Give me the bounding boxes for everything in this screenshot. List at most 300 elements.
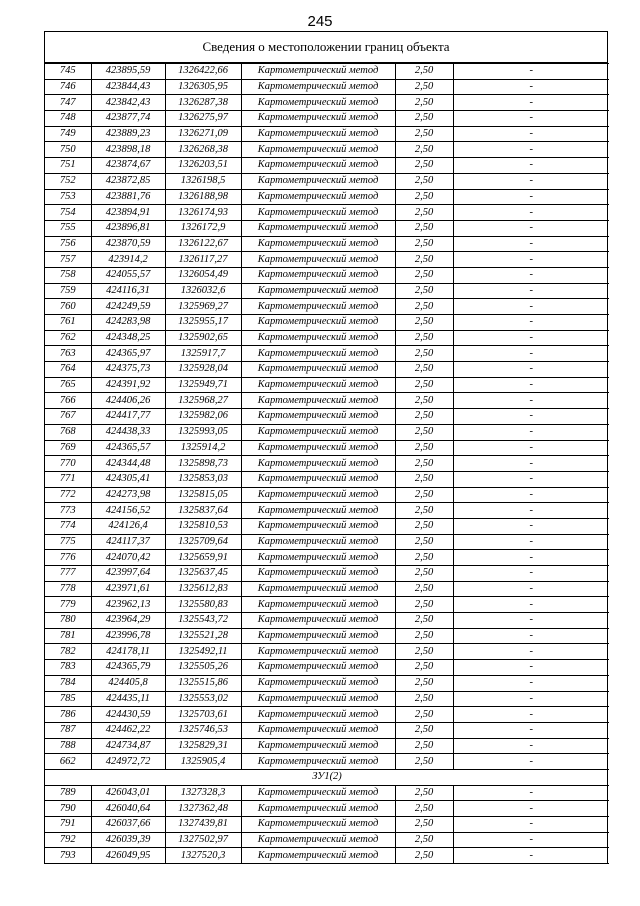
cell-coord-x: 423870,59 [91, 236, 165, 252]
cell-description: - [453, 534, 609, 550]
cell-description: - [453, 628, 609, 644]
table-row [45, 142, 609, 158]
cell-method: Картометрический метод [241, 299, 395, 315]
cell-accuracy: 2,50 [395, 487, 453, 503]
cell-description: - [453, 95, 609, 111]
cell-method: Картометрический метод [241, 362, 395, 378]
cell-method: Картометрический метод [241, 660, 395, 676]
table-row [45, 675, 609, 691]
cell-accuracy: 2,50 [395, 471, 453, 487]
cell-coord-y: 1325612,83 [165, 581, 241, 597]
cell-description: - [453, 252, 609, 268]
cell-point-number: 765 [45, 377, 91, 393]
cell-coord-y: 1325968,27 [165, 393, 241, 409]
cell-coord-y: 1326422,66 [165, 64, 241, 80]
cell-description: - [453, 518, 609, 534]
cell-coord-x: 424055,57 [91, 267, 165, 283]
cell-coord-y: 1325815,05 [165, 487, 241, 503]
cell-description: - [453, 440, 609, 456]
cell-coord-y: 1325955,17 [165, 315, 241, 331]
cell-coord-x: 424178,11 [91, 644, 165, 660]
cell-coord-x: 423872,85 [91, 173, 165, 189]
table-row [45, 79, 609, 95]
cell-point-number: 757 [45, 252, 91, 268]
cell-accuracy: 2,50 [395, 299, 453, 315]
cell-point-number: 793 [45, 848, 91, 864]
cell-point-number: 762 [45, 330, 91, 346]
table-row [45, 644, 609, 660]
cell-point-number: 761 [45, 315, 91, 331]
cell-accuracy: 2,50 [395, 785, 453, 801]
cell-coord-x: 424972,72 [91, 754, 165, 770]
cell-coord-x: 426037,66 [91, 817, 165, 833]
table-row [45, 236, 609, 252]
cell-description: - [453, 487, 609, 503]
cell-accuracy: 2,50 [395, 267, 453, 283]
cell-description: - [453, 189, 609, 205]
cell-description: - [453, 471, 609, 487]
cell-accuracy: 2,50 [395, 377, 453, 393]
cell-method: Картометрический метод [241, 817, 395, 833]
cell-coord-x: 424249,59 [91, 299, 165, 315]
cell-method: Картометрический метод [241, 785, 395, 801]
cell-coord-y: 1325810,53 [165, 518, 241, 534]
cell-accuracy: 2,50 [395, 613, 453, 629]
cell-coord-y: 1327439,81 [165, 817, 241, 833]
cell-method: Картометрический метод [241, 393, 395, 409]
cell-coord-y: 1325709,64 [165, 534, 241, 550]
cell-coord-y: 1325703,61 [165, 707, 241, 723]
cell-accuracy: 2,50 [395, 848, 453, 864]
cell-coord-y: 1325898,73 [165, 456, 241, 472]
table-row [45, 754, 609, 770]
cell-description: - [453, 581, 609, 597]
cell-coord-y: 1326174,93 [165, 205, 241, 221]
cell-description: - [453, 299, 609, 315]
cell-accuracy: 2,50 [395, 205, 453, 221]
boundary-points-table [45, 63, 609, 864]
cell-method: Картометрический метод [241, 267, 395, 283]
cell-method: Картометрический метод [241, 142, 395, 158]
cell-accuracy: 2,50 [395, 346, 453, 362]
cell-coord-y: 1325993,05 [165, 424, 241, 440]
cell-coord-x: 424462,22 [91, 722, 165, 738]
cell-accuracy: 2,50 [395, 64, 453, 80]
cell-point-number: 792 [45, 832, 91, 848]
cell-description: - [453, 738, 609, 754]
table-row [45, 267, 609, 283]
cell-coord-x: 423844,43 [91, 79, 165, 95]
cell-accuracy: 2,50 [395, 189, 453, 205]
cell-coord-y: 1326287,38 [165, 95, 241, 111]
table-row [45, 173, 609, 189]
cell-description: - [453, 393, 609, 409]
cell-method: Картометрический метод [241, 848, 395, 864]
cell-accuracy: 2,50 [395, 566, 453, 582]
cell-method: Картометрический метод [241, 754, 395, 770]
cell-coord-y: 1327502,97 [165, 832, 241, 848]
cell-accuracy: 2,50 [395, 79, 453, 95]
table-row [45, 691, 609, 707]
table-row [45, 409, 609, 425]
cell-point-number: 746 [45, 79, 91, 95]
cell-coord-y: 1325492,11 [165, 644, 241, 660]
cell-accuracy: 2,50 [395, 817, 453, 833]
cell-coord-x: 424116,31 [91, 283, 165, 299]
cell-description: - [453, 597, 609, 613]
cell-coord-x: 424365,57 [91, 440, 165, 456]
cell-coord-y: 1325914,2 [165, 440, 241, 456]
cell-coord-x: 424365,79 [91, 660, 165, 676]
cell-point-number: 782 [45, 644, 91, 660]
cell-coord-y: 1326275,97 [165, 111, 241, 127]
cell-method: Картометрический метод [241, 487, 395, 503]
cell-coord-y: 1325521,28 [165, 628, 241, 644]
cell-accuracy: 2,50 [395, 236, 453, 252]
cell-description: - [453, 173, 609, 189]
cell-accuracy: 2,50 [395, 456, 453, 472]
cell-point-number: 773 [45, 503, 91, 519]
cell-coord-x: 424435,11 [91, 691, 165, 707]
cell-coord-y: 1325969,27 [165, 299, 241, 315]
cell-coord-y: 1326271,09 [165, 126, 241, 142]
cell-coord-x: 423962,13 [91, 597, 165, 613]
cell-description: - [453, 315, 609, 331]
cell-accuracy: 2,50 [395, 518, 453, 534]
cell-coord-y: 1327362,48 [165, 801, 241, 817]
cell-method: Картометрический метод [241, 503, 395, 519]
cell-method: Картометрический метод [241, 613, 395, 629]
cell-method: Картометрический метод [241, 801, 395, 817]
table-body-section [45, 785, 609, 863]
cell-accuracy: 2,50 [395, 95, 453, 111]
cell-coord-y: 1325580,83 [165, 597, 241, 613]
table-row [45, 848, 609, 864]
cell-point-number: 749 [45, 126, 91, 142]
cell-coord-x: 423889,23 [91, 126, 165, 142]
cell-coord-x: 424417,77 [91, 409, 165, 425]
cell-method: Картометрический метод [241, 158, 395, 174]
cell-coord-y: 1325853,03 [165, 471, 241, 487]
cell-description: - [453, 550, 609, 566]
cell-accuracy: 2,50 [395, 832, 453, 848]
cell-point-number: 789 [45, 785, 91, 801]
cell-description: - [453, 817, 609, 833]
table-row [45, 456, 609, 472]
table-body-main [45, 64, 609, 770]
cell-accuracy: 2,50 [395, 315, 453, 331]
cell-method: Картометрический метод [241, 597, 395, 613]
cell-accuracy: 2,50 [395, 550, 453, 566]
cell-method: Картометрический метод [241, 456, 395, 472]
cell-accuracy: 2,50 [395, 738, 453, 754]
cell-accuracy: 2,50 [395, 330, 453, 346]
cell-accuracy: 2,50 [395, 660, 453, 676]
cell-coord-y: 1326172,9 [165, 220, 241, 236]
cell-description: - [453, 126, 609, 142]
cell-description: - [453, 613, 609, 629]
cell-coord-y: 1325746,53 [165, 722, 241, 738]
cell-method: Картометрический метод [241, 550, 395, 566]
cell-description: - [453, 691, 609, 707]
cell-coord-x: 423874,67 [91, 158, 165, 174]
cell-description: - [453, 377, 609, 393]
table-row [45, 346, 609, 362]
cell-description: - [453, 675, 609, 691]
cell-description: - [453, 111, 609, 127]
cell-accuracy: 2,50 [395, 424, 453, 440]
cell-description: - [453, 456, 609, 472]
cell-accuracy: 2,50 [395, 691, 453, 707]
cell-point-number: 775 [45, 534, 91, 550]
cell-accuracy: 2,50 [395, 707, 453, 723]
cell-method: Картометрический метод [241, 205, 395, 221]
cell-accuracy: 2,50 [395, 581, 453, 597]
cell-description: - [453, 330, 609, 346]
cell-coord-y: 1326188,98 [165, 189, 241, 205]
cell-accuracy: 2,50 [395, 644, 453, 660]
cell-point-number: 790 [45, 801, 91, 817]
cell-coord-y: 1327328,3 [165, 785, 241, 801]
cell-description: - [453, 832, 609, 848]
cell-description: - [453, 754, 609, 770]
cell-coord-x: 423895,59 [91, 64, 165, 80]
cell-point-number: 774 [45, 518, 91, 534]
cell-coord-y: 1326305,95 [165, 79, 241, 95]
cell-coord-y: 1326203,51 [165, 158, 241, 174]
cell-point-number: 770 [45, 456, 91, 472]
cell-description: - [453, 707, 609, 723]
cell-description: - [453, 644, 609, 660]
cell-point-number: 777 [45, 566, 91, 582]
cell-coord-x: 426040,64 [91, 801, 165, 817]
cell-method: Картометрический метод [241, 722, 395, 738]
cell-description: - [453, 346, 609, 362]
cell-coord-x: 424126,4 [91, 518, 165, 534]
cell-description: - [453, 503, 609, 519]
cell-point-number: 766 [45, 393, 91, 409]
cell-point-number: 752 [45, 173, 91, 189]
cell-point-number: 781 [45, 628, 91, 644]
cell-point-number: 783 [45, 660, 91, 676]
cell-method: Картометрический метод [241, 566, 395, 582]
cell-description: - [453, 64, 609, 80]
cell-coord-x: 423997,64 [91, 566, 165, 582]
cell-accuracy: 2,50 [395, 220, 453, 236]
cell-coord-x: 423996,78 [91, 628, 165, 644]
cell-point-number: 764 [45, 362, 91, 378]
table-row [45, 220, 609, 236]
cell-accuracy: 2,50 [395, 440, 453, 456]
table-row [45, 440, 609, 456]
cell-method: Картометрический метод [241, 581, 395, 597]
cell-point-number: 779 [45, 597, 91, 613]
table-row [45, 471, 609, 487]
table-row [45, 330, 609, 346]
cell-method: Картометрический метод [241, 220, 395, 236]
cell-method: Картометрический метод [241, 189, 395, 205]
cell-method: Картометрический метод [241, 424, 395, 440]
cell-accuracy: 2,50 [395, 597, 453, 613]
cell-coord-x: 424117,37 [91, 534, 165, 550]
table-row [45, 628, 609, 644]
table-row [45, 566, 609, 582]
table-section [45, 769, 609, 785]
cell-description: - [453, 267, 609, 283]
page-number: 245 [307, 13, 333, 30]
cell-method: Картометрический метод [241, 346, 395, 362]
cell-point-number: 758 [45, 267, 91, 283]
cell-point-number: 771 [45, 471, 91, 487]
cell-coord-y: 1325917,7 [165, 346, 241, 362]
section-label: ЗУ1(2) [45, 769, 609, 785]
table-row [45, 487, 609, 503]
table-row [45, 581, 609, 597]
cell-coord-x: 423971,61 [91, 581, 165, 597]
cell-coord-x: 424344,48 [91, 456, 165, 472]
cell-method: Картометрический метод [241, 707, 395, 723]
cell-point-number: 760 [45, 299, 91, 315]
cell-accuracy: 2,50 [395, 126, 453, 142]
cell-coord-x: 424405,8 [91, 675, 165, 691]
cell-coord-x: 424273,98 [91, 487, 165, 503]
cell-coord-y: 1325659,91 [165, 550, 241, 566]
cell-description: - [453, 236, 609, 252]
cell-point-number: 780 [45, 613, 91, 629]
cell-coord-y: 1326268,38 [165, 142, 241, 158]
table-row [45, 613, 609, 629]
cell-method: Картометрический метод [241, 330, 395, 346]
cell-coord-x: 426049,95 [91, 848, 165, 864]
table-row [45, 785, 609, 801]
cell-point-number: 784 [45, 675, 91, 691]
cell-point-number: 745 [45, 64, 91, 80]
cell-description: - [453, 848, 609, 864]
cell-point-number: 759 [45, 283, 91, 299]
cell-coord-x: 424438,33 [91, 424, 165, 440]
cell-description: - [453, 801, 609, 817]
cell-coord-y: 1325505,26 [165, 660, 241, 676]
cell-coord-x: 424070,42 [91, 550, 165, 566]
cell-method: Картометрический метод [241, 95, 395, 111]
cell-method: Картометрический метод [241, 471, 395, 487]
table-row [45, 111, 609, 127]
cell-coord-x: 424283,98 [91, 315, 165, 331]
cell-coord-x: 423896,81 [91, 220, 165, 236]
table-row [45, 252, 609, 268]
cell-method: Картометрический метод [241, 691, 395, 707]
cell-coord-y: 1326117,27 [165, 252, 241, 268]
table-row [45, 95, 609, 111]
cell-point-number: 787 [45, 722, 91, 738]
cell-coord-y: 1325982,06 [165, 409, 241, 425]
cell-accuracy: 2,50 [395, 534, 453, 550]
cell-method: Картометрический метод [241, 173, 395, 189]
table-row [45, 503, 609, 519]
cell-method: Картометрический метод [241, 675, 395, 691]
cell-method: Картометрический метод [241, 64, 395, 80]
cell-coord-x: 423894,91 [91, 205, 165, 221]
cell-method: Картометрический метод [241, 283, 395, 299]
cell-point-number: 788 [45, 738, 91, 754]
cell-coord-y: 1325905,4 [165, 754, 241, 770]
table-row [45, 377, 609, 393]
table-row [45, 283, 609, 299]
cell-coord-x: 426039,39 [91, 832, 165, 848]
cell-description: - [453, 220, 609, 236]
cell-accuracy: 2,50 [395, 393, 453, 409]
cell-coord-y: 1326198,5 [165, 173, 241, 189]
table-row [45, 64, 609, 80]
cell-coord-x: 424734,87 [91, 738, 165, 754]
cell-method: Картометрический метод [241, 738, 395, 754]
table-row [45, 393, 609, 409]
cell-description: - [453, 409, 609, 425]
cell-coord-y: 1325543,72 [165, 613, 241, 629]
table-row [45, 424, 609, 440]
cell-coord-y: 1325515,86 [165, 675, 241, 691]
cell-point-number: 747 [45, 95, 91, 111]
cell-accuracy: 2,50 [395, 722, 453, 738]
table-row [45, 299, 609, 315]
cell-coord-x: 424375,73 [91, 362, 165, 378]
cell-coord-x: 424391,92 [91, 377, 165, 393]
cell-method: Картометрический метод [241, 236, 395, 252]
cell-accuracy: 2,50 [395, 158, 453, 174]
cell-method: Картометрический метод [241, 832, 395, 848]
cell-accuracy: 2,50 [395, 252, 453, 268]
cell-coord-x: 424348,25 [91, 330, 165, 346]
cell-method: Картометрический метод [241, 409, 395, 425]
table-row [45, 722, 609, 738]
cell-coord-x: 423877,74 [91, 111, 165, 127]
table-row [45, 817, 609, 833]
cell-description: - [453, 205, 609, 221]
cell-method: Картометрический метод [241, 377, 395, 393]
cell-point-number: 778 [45, 581, 91, 597]
cell-coord-y: 1327520,3 [165, 848, 241, 864]
cell-coord-x: 424365,97 [91, 346, 165, 362]
table-row [45, 362, 609, 378]
cell-coord-x: 424305,41 [91, 471, 165, 487]
table-row [45, 315, 609, 331]
cell-coord-y: 1326122,67 [165, 236, 241, 252]
cell-coord-y: 1325928,04 [165, 362, 241, 378]
cell-coord-x: 423842,43 [91, 95, 165, 111]
cell-description: - [453, 424, 609, 440]
cell-description: - [453, 142, 609, 158]
cell-method: Картометрический метод [241, 644, 395, 660]
cell-point-number: 769 [45, 440, 91, 456]
table-row [45, 738, 609, 754]
cell-point-number: 750 [45, 142, 91, 158]
cell-point-number: 786 [45, 707, 91, 723]
cell-coord-y: 1325949,71 [165, 377, 241, 393]
cell-accuracy: 2,50 [395, 675, 453, 691]
table-row [45, 707, 609, 723]
cell-coord-x: 423898,18 [91, 142, 165, 158]
table-row [45, 158, 609, 174]
table-row [45, 534, 609, 550]
table-row [45, 518, 609, 534]
boundary-table-frame [44, 31, 608, 864]
table-row [45, 550, 609, 566]
table-row [45, 205, 609, 221]
cell-point-number: 763 [45, 346, 91, 362]
cell-method: Картометрический метод [241, 628, 395, 644]
cell-coord-x: 423914,2 [91, 252, 165, 268]
cell-point-number: 662 [45, 754, 91, 770]
